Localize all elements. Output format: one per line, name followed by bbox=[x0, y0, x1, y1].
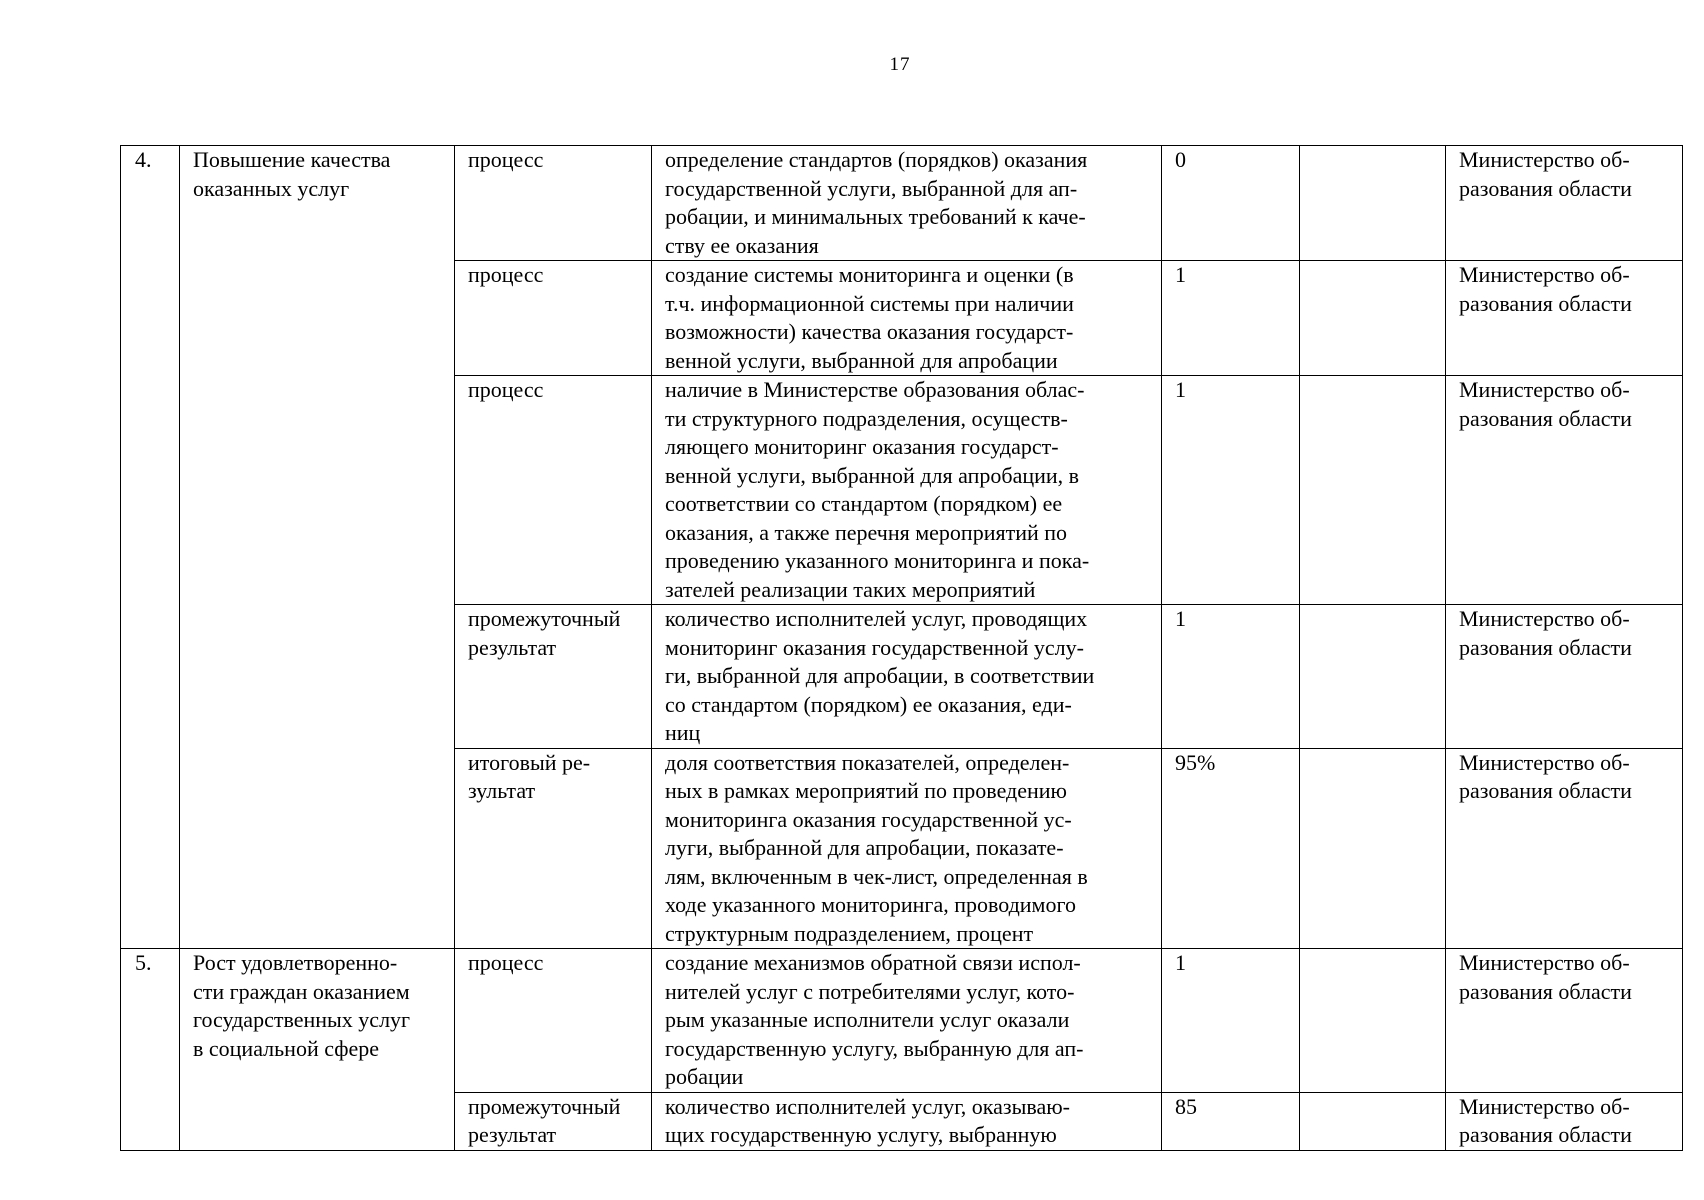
indicator-type-cell: итоговый ре- зультат bbox=[455, 748, 652, 949]
indicator-cell: создание системы мониторинга и оценки (в т.ч. информационной системы при наличии возможности) качества оказания государст- венной услуги, выбранной для апробации bbox=[652, 261, 1162, 376]
indicator-type-cell: процесс bbox=[455, 146, 652, 261]
indicator-type-cell: процесс bbox=[455, 261, 652, 376]
empty-cell bbox=[1300, 949, 1446, 1093]
table-row bbox=[121, 146, 1683, 261]
indicator-type-cell: процесс bbox=[455, 376, 652, 605]
value-cell: 85 bbox=[1162, 1092, 1300, 1150]
page-number: 17 bbox=[889, 54, 911, 75]
indicator-type-cell: промежуточный результат bbox=[455, 605, 652, 749]
indicators-table bbox=[120, 145, 1683, 1151]
empty-cell bbox=[1300, 261, 1446, 376]
value-cell: 0 bbox=[1162, 146, 1300, 261]
indicator-cell: определение стандартов (порядков) оказания государственной услуги, выбранной для ап- робации, и минимальных требований к каче- ству ее оказания bbox=[652, 146, 1162, 261]
responsible-cell: Министерство об- разования области bbox=[1446, 748, 1683, 949]
responsible-cell: Министерство об- разования области bbox=[1446, 949, 1683, 1093]
row-number: 5. bbox=[121, 949, 180, 1151]
indicator-type-cell: промежуточный результат bbox=[455, 1092, 652, 1150]
indicator-type-cell: процесс bbox=[455, 949, 652, 1093]
indicator-cell: количество исполнителей услуг, проводящих мониторинг оказания государственной услу- ги, выбранной для апробации, в соответствии со стандартом (порядком) ее оказания, еди- ниц bbox=[652, 605, 1162, 749]
empty-cell bbox=[1300, 605, 1446, 749]
goal-cell: Повышение качества оказанных услуг bbox=[180, 146, 455, 949]
value-cell: 1 bbox=[1162, 261, 1300, 376]
indicator-cell: доля соответствия показателей, определен- ных в рамках мероприятий по проведению мониторинга оказания государственной ус- луги, выбранной для апробации, показате- лям, включенным в чек-лист, определенная в ходе указанного мониторинга, проводимого структурным подразделением, процент bbox=[652, 748, 1162, 949]
value-cell: 1 bbox=[1162, 376, 1300, 605]
indicator-cell: наличие в Министерстве образования облас- ти структурного подразделения, осуществ- ляющего мониторинг оказания государст- венной услуги, выбранной для апробации, в соответствии со стандартом (порядком) ее оказания, а также перечня мероприятий по проведению указанного мониторинга и пока- зателей реализации таких мероприятий bbox=[652, 376, 1162, 605]
responsible-cell: Министерство об- разования области bbox=[1446, 261, 1683, 376]
value-cell: 1 bbox=[1162, 949, 1300, 1093]
responsible-cell: Министерство об- разования области bbox=[1446, 376, 1683, 605]
indicator-cell: создание механизмов обратной связи испол- нителей услуг с потребителями услуг, кото- рым указанные исполнители услуг оказали государственную услугу, выбранную для ап- робации bbox=[652, 949, 1162, 1093]
value-cell: 1 bbox=[1162, 605, 1300, 749]
empty-cell bbox=[1300, 1092, 1446, 1150]
value-cell: 95% bbox=[1162, 748, 1300, 949]
responsible-cell: Министерство об- разования области bbox=[1446, 605, 1683, 749]
responsible-cell: Министерство об- разования области bbox=[1446, 1092, 1683, 1150]
table-row bbox=[121, 949, 1683, 1093]
goal-cell: Рост удовлетворенно- сти граждан оказанием государственных услуг в социальной сфере bbox=[180, 949, 455, 1151]
indicator-cell: количество исполнителей услуг, оказываю- щих государственную услугу, выбранную bbox=[652, 1092, 1162, 1150]
empty-cell bbox=[1300, 146, 1446, 261]
empty-cell bbox=[1300, 748, 1446, 949]
empty-cell bbox=[1300, 376, 1446, 605]
row-number: 4. bbox=[121, 146, 180, 949]
responsible-cell: Министерство об- разования области bbox=[1446, 146, 1683, 261]
